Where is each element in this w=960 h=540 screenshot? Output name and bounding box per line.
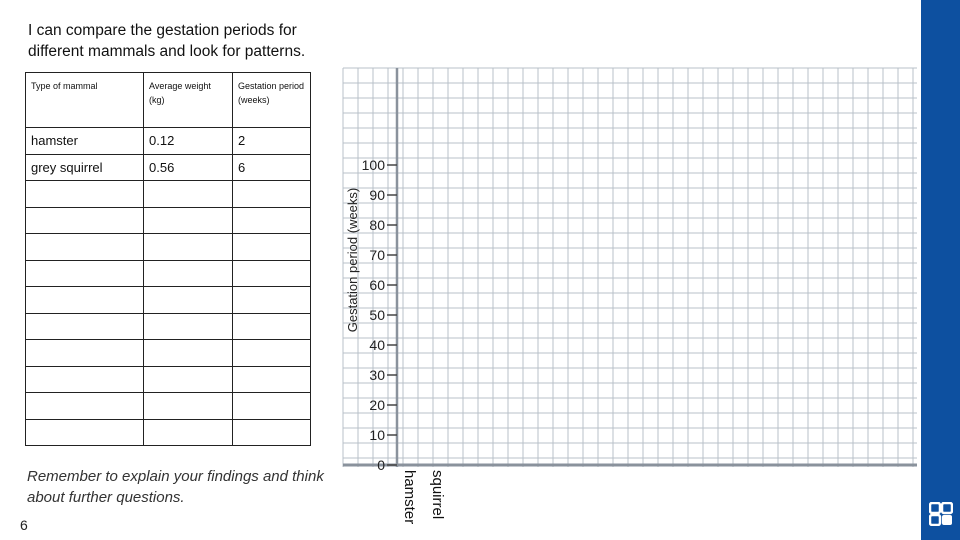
cell-weight[interactable]: 0.56 [144,154,233,181]
y-tick-label: 20 [369,397,385,413]
y-tick-label: 50 [369,307,385,323]
chart-grid [343,68,917,467]
y-tick-label: 70 [369,247,385,263]
cell-gestation[interactable]: 2 [233,128,311,155]
column-header-mammal: Type of mammal [26,73,144,128]
cell-weight[interactable]: 0.12 [144,128,233,155]
x-category-label: squirrel [429,470,446,520]
page-title: I can compare the gestation periods for different mammals and look for patterns. [28,22,306,60]
y-tick-label: 100 [361,157,385,173]
footer-note: Remember to explain your findings and think about further questions. [27,468,324,506]
y-tick-label: 80 [369,217,385,233]
x-category-label: hamster [401,470,418,525]
cell-mammal[interactable]: hamster [26,128,144,155]
y-tick-label: 30 [369,367,385,383]
column-header-gestation: Gestation period (weeks) [233,73,311,128]
logo-icon [929,502,953,526]
y-axis-ticks [362,157,397,473]
y-tick-label: 90 [369,187,385,203]
side-bar [921,0,960,540]
y-tick-label: 10 [369,427,385,443]
y-tick-label: 60 [369,277,385,293]
cell-gestation[interactable]: 6 [233,154,311,181]
page-number: 6 [20,517,28,533]
y-tick-label: 0 [377,457,385,473]
y-axis-label: Gestation period (weeks) [345,187,360,333]
y-tick-label: 40 [369,337,385,353]
cell-mammal[interactable]: grey squirrel [26,154,144,181]
column-header-weight: Average weight (kg) [144,73,233,128]
